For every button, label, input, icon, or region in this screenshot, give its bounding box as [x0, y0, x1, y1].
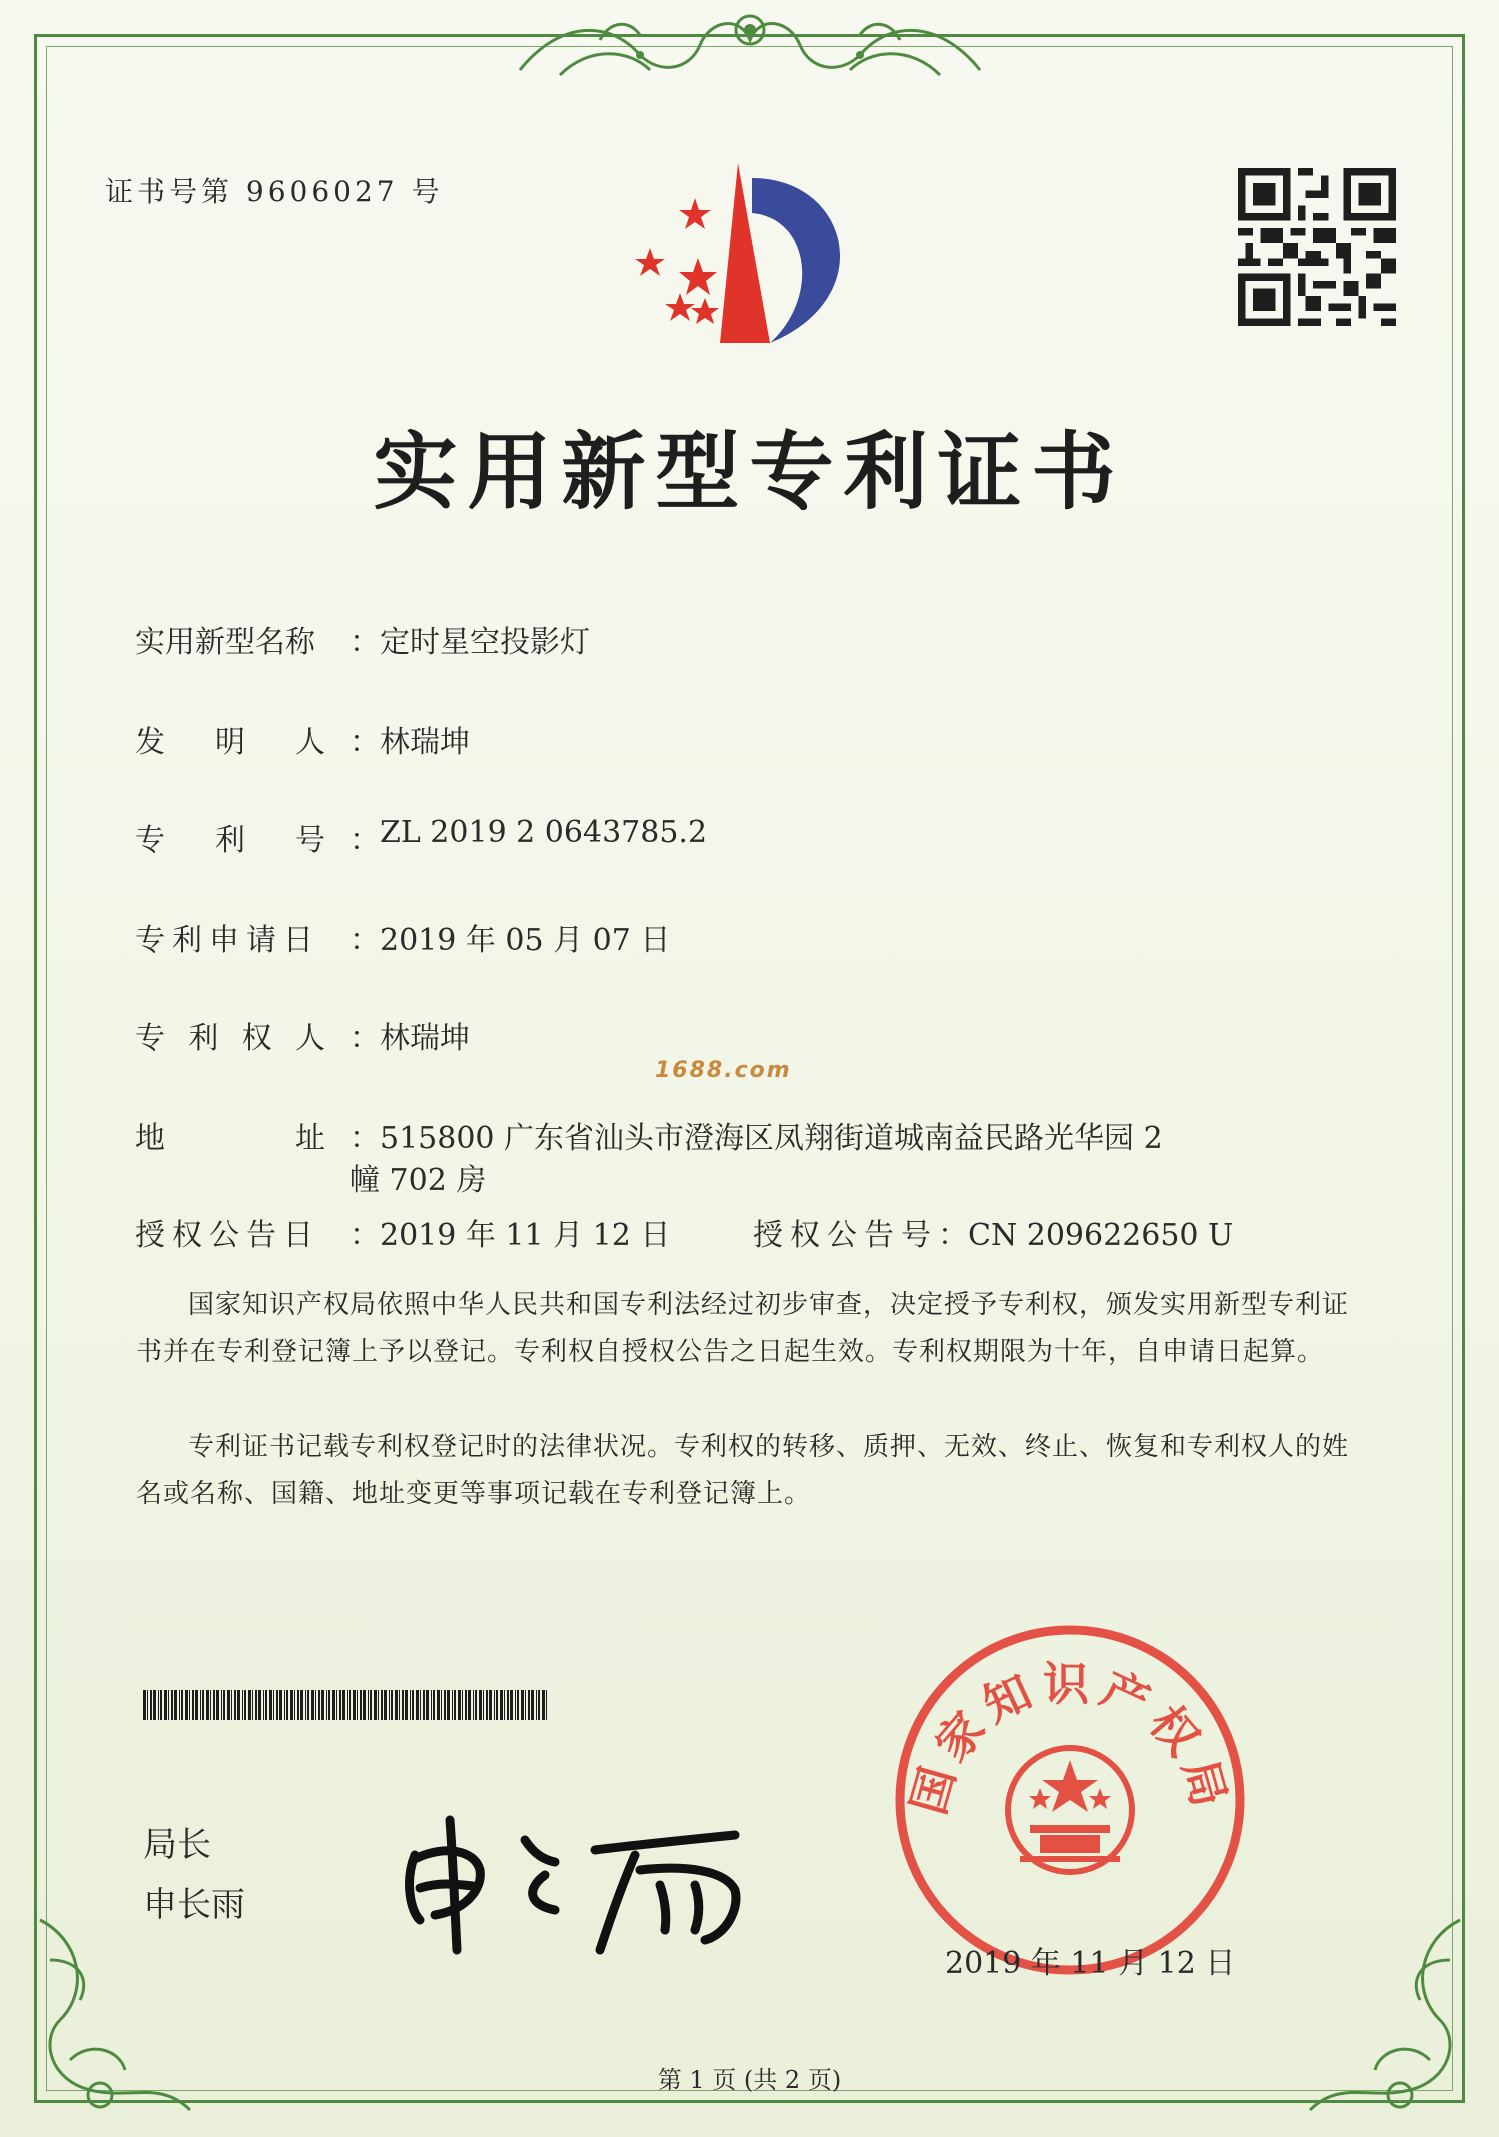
paragraph-1: 国家知识产权局依照中华人民共和国专利法经过初步审查，决定授予专利权，颁发实用新型专利证书并在专利登记簿上予以登记。专利权自授权公告之日起生效。专利权期限为十年，自申请日起算。: [136, 1290, 1350, 1367]
field-value: 林瑞坤: [380, 1021, 470, 1056]
barcode-bar: [494, 1690, 495, 1720]
barcode-bar: [347, 1690, 348, 1720]
barcode-bar: [276, 1690, 278, 1720]
barcode-bar: [164, 1690, 167, 1720]
barcode-bar: [363, 1690, 366, 1720]
field-value: 2019 年 05 月 07 日: [380, 923, 671, 958]
barcode-bar: [168, 1690, 169, 1720]
barcode-bar: [279, 1690, 282, 1720]
barcode-bar: [441, 1690, 442, 1720]
barcode-bar: [374, 1690, 377, 1720]
barcode-bar: [370, 1690, 372, 1720]
barcode-bar: [423, 1690, 425, 1720]
barcode-bar: [332, 1690, 335, 1720]
barcode-bar: [426, 1690, 429, 1720]
field-patentee: [135, 1013, 470, 1057]
barcode-bar: [479, 1690, 482, 1720]
barcode-bar: [297, 1690, 299, 1720]
barcode-bar: [195, 1690, 198, 1720]
director-signature: [395, 1800, 765, 1960]
seal-date: 2019 年 11 月 12 日: [945, 1946, 1236, 1981]
barcode-bar: [221, 1690, 222, 1720]
barcode-bar: [143, 1690, 146, 1720]
barcode-bar: [458, 1690, 461, 1720]
barcode-bar: [402, 1690, 404, 1720]
field-label: 专 利 权 人: [135, 1021, 325, 1056]
barcode-bar: [433, 1690, 435, 1720]
cert-no-suffix: 号: [411, 175, 444, 208]
barcode-bar: [447, 1690, 450, 1720]
barcode-bar: [216, 1690, 219, 1720]
field-patent-number: [135, 815, 707, 859]
barcode-bar: [452, 1690, 453, 1720]
barcode-bar: [147, 1690, 148, 1720]
barcode-bar: [252, 1690, 253, 1720]
colon: ：: [350, 823, 380, 858]
barcode-bar: [465, 1690, 467, 1720]
barcode-bar: [200, 1690, 201, 1720]
barcode-bar: [521, 1690, 524, 1720]
barcode-bar: [227, 1690, 230, 1720]
barcode-bar: [269, 1690, 272, 1720]
barcode-bar: [300, 1690, 303, 1720]
barcode-bar: [410, 1690, 411, 1720]
barcode-bar: [315, 1690, 316, 1720]
barcode-bar: [483, 1690, 484, 1720]
colon: ：: [350, 725, 380, 760]
barcode-bar: [192, 1690, 194, 1720]
barcode-bar: [328, 1690, 330, 1720]
barcode-bar: [431, 1690, 432, 1720]
barcode-bar: [391, 1690, 393, 1720]
colon: ：: [350, 1021, 380, 1056]
qr-code: [1238, 168, 1396, 326]
barcode-bar: [517, 1690, 519, 1720]
barcode-bar: [468, 1690, 471, 1720]
barcode-bar: [444, 1690, 446, 1720]
barcode-bar: [153, 1690, 156, 1720]
barcode-bar: [528, 1690, 530, 1720]
barcode-bar: [416, 1690, 419, 1720]
barcode-bar: [171, 1690, 173, 1720]
barcode-bar: [160, 1690, 162, 1720]
barcode-bar: [515, 1690, 516, 1720]
barcode-bar: [378, 1690, 379, 1720]
cert-no-label: 证书号第: [105, 175, 234, 208]
barcode-bar: [248, 1690, 251, 1720]
barcode-bar: [158, 1690, 159, 1720]
barcode-bar: [318, 1690, 320, 1720]
director-block: [143, 1815, 245, 1935]
field-application-date: [135, 915, 670, 959]
field-utility-name: [135, 617, 590, 661]
barcode-bar: [223, 1690, 225, 1720]
barcode-bar: [462, 1690, 463, 1720]
barcode-bar: [360, 1690, 362, 1720]
bottom-right-ornament: [1290, 1900, 1480, 2130]
barcode-bar: [384, 1690, 387, 1720]
barcode-bar: [353, 1690, 356, 1720]
barcode-bar: [538, 1690, 540, 1720]
barcode-bar: [389, 1690, 390, 1720]
barcode-bar: [179, 1690, 180, 1720]
certificate-number: [105, 170, 444, 210]
field-grant-number: [753, 1210, 1233, 1254]
barcode: [143, 1690, 553, 1720]
barcode-bar: [181, 1690, 183, 1720]
barcode-bar: [321, 1690, 324, 1720]
barcode-bar: [263, 1690, 264, 1720]
barcode-bar: [542, 1690, 545, 1720]
barcode-bar: [496, 1690, 498, 1720]
barcode-bar: [255, 1690, 257, 1720]
director-title: 局长: [143, 1825, 211, 1865]
barcode-bar: [206, 1690, 209, 1720]
barcode-bar: [294, 1690, 295, 1720]
colon: ：: [350, 1218, 380, 1253]
barcode-bar: [336, 1690, 337, 1720]
colon: ：: [938, 1218, 968, 1253]
barcode-bar: [286, 1690, 288, 1720]
field-value: 2019 年 11 月 12 日: [380, 1218, 671, 1253]
barcode-bar: [202, 1690, 204, 1720]
barcode-bar: [504, 1690, 505, 1720]
field-value: 林瑞坤: [380, 725, 470, 760]
colon: ：: [350, 923, 380, 958]
barcode-bar: [349, 1690, 351, 1720]
barcode-bar: [475, 1690, 477, 1720]
barcode-bar: [546, 1690, 547, 1720]
field-value: 515800 广东省汕头市澄海区凤翔街道城南益民路光华园 2: [380, 1121, 1163, 1156]
barcode-bar: [412, 1690, 414, 1720]
barcode-bar: [234, 1690, 236, 1720]
field-label: 发 明 人: [135, 725, 325, 760]
colon: ：: [350, 1121, 380, 1156]
barcode-bar: [531, 1690, 534, 1720]
barcode-bar: [290, 1690, 293, 1720]
barcode-bar: [326, 1690, 327, 1720]
barcode-bar: [510, 1690, 513, 1720]
top-ornament: [500, 0, 1000, 90]
barcode-bar: [231, 1690, 232, 1720]
field-inventor: [135, 717, 470, 761]
barcode-bar: [395, 1690, 398, 1720]
barcode-bar: [473, 1690, 474, 1720]
barcode-bar: [399, 1690, 400, 1720]
cert-no-value: 9606027: [245, 175, 399, 208]
barcode-bar: [237, 1690, 240, 1720]
barcode-bar: [213, 1690, 215, 1720]
barcode-bar: [174, 1690, 177, 1720]
barcode-bar: [311, 1690, 314, 1720]
barcode-bar: [284, 1690, 285, 1720]
field-label: 实用新型名称: [135, 625, 315, 660]
barcode-bar: [265, 1690, 267, 1720]
field-label: 授权公告日: [135, 1218, 320, 1253]
seal-text: 国家知识产权局: [900, 1657, 1240, 1821]
paragraph-2: 专利证书记载专利权登记时的法律状况。专利权的转移、质押、无效、终止、恢复和专利权人的姓名或名称、国籍、地址变更等事项记载在专利登记簿上。: [136, 1432, 1350, 1509]
barcode-bar: [437, 1690, 440, 1720]
official-seal: [890, 1620, 1250, 1980]
barcode-bar: [405, 1690, 408, 1720]
barcode-bar: [210, 1690, 211, 1720]
field-label: 专利申请日: [135, 923, 320, 958]
field-address: [135, 1113, 1163, 1157]
field-label: 地 址: [135, 1121, 325, 1156]
barcode-bar: [536, 1690, 537, 1720]
field-grant-date: [135, 1210, 670, 1254]
barcode-bar: [244, 1690, 246, 1720]
barcode-bar: [258, 1690, 261, 1720]
barcode-bar: [185, 1690, 188, 1720]
barcode-bar: [420, 1690, 421, 1720]
barcode-bar: [342, 1690, 345, 1720]
page-number: 第 1 页 (共 2 页): [657, 2066, 842, 2094]
barcode-bar: [368, 1690, 369, 1720]
barcode-bar: [189, 1690, 190, 1720]
address-line-2: 幢 702 房: [350, 1163, 487, 1198]
field-value: ZL 2019 2 0643785.2: [380, 815, 708, 850]
certificate-title: 实用新型专利证书: [373, 422, 1126, 521]
barcode-bar: [381, 1690, 383, 1720]
field-value: 定时星空投影灯: [380, 625, 590, 660]
director-name: 申长雨: [143, 1885, 245, 1925]
barcode-bar: [507, 1690, 509, 1720]
barcode-bar: [500, 1690, 503, 1720]
watermark: 1688.com: [655, 1058, 792, 1083]
field-label: 专 利 号: [135, 823, 325, 858]
patent-office-logo: [620, 158, 870, 358]
colon: ：: [350, 625, 380, 660]
barcode-bar: [305, 1690, 306, 1720]
barcode-bar: [486, 1690, 488, 1720]
barcode-bar: [525, 1690, 526, 1720]
barcode-bar: [339, 1690, 341, 1720]
barcode-bar: [357, 1690, 358, 1720]
barcode-bar: [150, 1690, 152, 1720]
barcode-bar: [273, 1690, 274, 1720]
barcode-bar: [489, 1690, 492, 1720]
barcode-bar: [242, 1690, 243, 1720]
field-label: 授权公告号: [753, 1218, 938, 1253]
barcode-bar: [307, 1690, 309, 1720]
field-value: CN 209622650 U: [968, 1218, 1234, 1253]
barcode-bar: [454, 1690, 456, 1720]
